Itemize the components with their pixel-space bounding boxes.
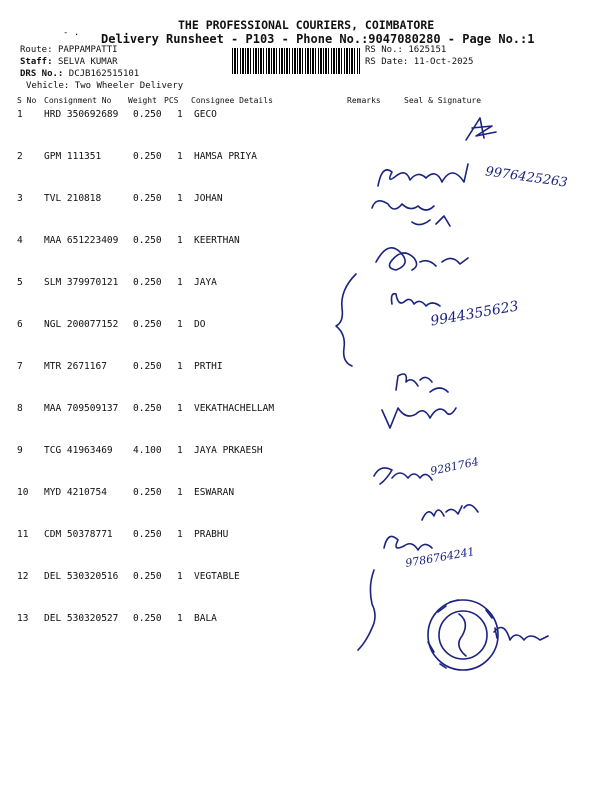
row-consignment-no: HRD 350692689 [44, 109, 119, 120]
vehicle-label: Vehicle: [26, 81, 70, 91]
signature-7 [396, 374, 448, 392]
vehicle-value: Two Wheeler Delivery [74, 81, 184, 91]
row-consignee: JAYA PRKAESH [194, 445, 263, 456]
runsheet-title: Delivery Runsheet - P103 - Phone No.:9047080280 - Page No.:1 [101, 32, 535, 46]
company-title: THE PROFESSIONAL COURIERS, COIMBATORE [178, 18, 435, 32]
row-pcs: 1 [177, 235, 183, 246]
staff-value: SELVA KUMAR [57, 57, 118, 67]
col-remarks: Remarks [347, 96, 381, 105]
col-sno: S No [17, 96, 37, 105]
row-consignee: JOHAN [194, 193, 223, 204]
rs-no-label: RS No.: [365, 45, 403, 55]
col-pcs: PCS [164, 96, 179, 105]
drs-label: DRS No.: [20, 69, 64, 79]
row-sno: 10 [17, 487, 29, 498]
row-pcs: 1 [177, 109, 183, 120]
row-consignment-no: DEL 530320516 [44, 571, 119, 582]
row-consignment-no: MTR 2671167 [44, 361, 107, 372]
row-weight: 0.250 [133, 571, 162, 582]
row-consignment-no: DEL 530320527 [44, 613, 119, 624]
row-sno: 3 [17, 193, 23, 204]
signature-3 [372, 201, 450, 226]
handwritten-phone-2: 9944355623 [429, 298, 520, 330]
row-sno: 2 [17, 151, 23, 162]
rs-no-value: 1625151 [408, 45, 447, 55]
row-weight: 0.250 [133, 151, 162, 162]
stamp [428, 600, 498, 670]
row-sno: 4 [17, 235, 23, 246]
signature-1 [466, 118, 496, 140]
handwritten-phone-4: 9281764 [429, 455, 480, 478]
row-consignee: PRABHU [194, 529, 229, 540]
bracket-12-13 [358, 570, 375, 650]
row-pcs: 1 [177, 571, 183, 582]
row-sno: 6 [17, 319, 23, 330]
row-weight: 0.250 [133, 193, 162, 204]
signature-13 [494, 628, 548, 641]
bracket-5-6 [336, 274, 356, 366]
row-weight: 0.250 [133, 235, 162, 246]
signature-10 [422, 505, 478, 520]
row-sno: 11 [17, 529, 29, 540]
row-pcs: 1 [177, 487, 183, 498]
row-consignee: DO [194, 319, 206, 330]
row-consignment-no: MAA 709509137 [44, 403, 119, 414]
signature-9 [374, 468, 432, 484]
row-pcs: 1 [177, 403, 183, 414]
signature-4 [376, 248, 468, 270]
stamp-center-mark [459, 614, 466, 656]
row-pcs: 1 [177, 613, 183, 624]
row-consignment-no: TCG 41963469 [44, 445, 113, 456]
row-pcs: 1 [177, 445, 183, 456]
col-seal: Seal & Signature [404, 96, 482, 105]
row-sno: 8 [17, 403, 23, 414]
signature-6 [392, 294, 441, 306]
row-pcs: 1 [177, 529, 183, 540]
row-consignee: KEERTHAN [194, 235, 240, 246]
row-weight: 4.100 [133, 445, 162, 456]
handwritten-phone-3: 9786764241 [404, 545, 476, 570]
top-mark: - . [63, 28, 80, 38]
row-sno: 1 [17, 109, 23, 120]
row-sno: 12 [17, 571, 29, 582]
handwritten-phone-1: 9976425263 [484, 164, 569, 191]
drs-value: DCJB162515101 [68, 69, 140, 79]
row-weight: 0.250 [133, 319, 162, 330]
staff-label: Staff: [20, 57, 53, 67]
col-consignee: Consignee Details [191, 96, 273, 105]
row-pcs: 1 [177, 277, 183, 288]
row-consignment-no: NGL 200077152 [44, 319, 119, 330]
row-consignee: HAMSA PRIYA [194, 151, 257, 162]
row-sno: 5 [17, 277, 23, 288]
row-pcs: 1 [177, 361, 183, 372]
row-consignment-no: SLM 379970121 [44, 277, 119, 288]
row-consignee: JAYA [194, 277, 217, 288]
row-weight: 0.250 [133, 403, 162, 414]
signature-2 [378, 164, 468, 186]
row-weight: 0.250 [133, 529, 162, 540]
row-weight: 0.250 [133, 277, 162, 288]
col-consignment: Consignment No [44, 96, 112, 105]
route-label: Route: [20, 45, 53, 55]
row-consignee: GECO [194, 109, 217, 120]
row-consignee: ESWARAN [194, 487, 235, 498]
signature-11 [384, 536, 432, 550]
rs-date-value: 11-Oct-2025 [413, 57, 474, 67]
rs-date-label: RS Date: [365, 57, 409, 67]
row-consignee: VEKATHACHELLAM [194, 403, 275, 414]
row-consignee: BALA [194, 613, 217, 624]
route-value: PAPPAMPATTI [57, 45, 118, 55]
row-consignment-no: MAA 651223409 [44, 235, 119, 246]
stamp-border-text [438, 600, 497, 638]
row-consignment-no: CDM 50378771 [44, 529, 113, 540]
row-sno: 13 [17, 613, 29, 624]
row-weight: 0.250 [133, 613, 162, 624]
row-pcs: 1 [177, 151, 183, 162]
row-consignee: PRTHI [194, 361, 223, 372]
signature-8 [382, 408, 456, 428]
row-sno: 9 [17, 445, 23, 456]
row-pcs: 1 [177, 319, 183, 330]
row-pcs: 1 [177, 193, 183, 204]
row-weight: 0.250 [133, 487, 162, 498]
row-consignment-no: MYD 4210754 [44, 487, 107, 498]
row-consignment-no: TVL 210818 [44, 193, 102, 204]
row-sno: 7 [17, 361, 23, 372]
col-weight: Weight [128, 96, 157, 105]
row-consignee: VEGTABLE [194, 571, 240, 582]
row-weight: 0.250 [133, 109, 162, 120]
row-weight: 0.250 [133, 361, 162, 372]
row-consignment-no: GPM 111351 [44, 151, 102, 162]
